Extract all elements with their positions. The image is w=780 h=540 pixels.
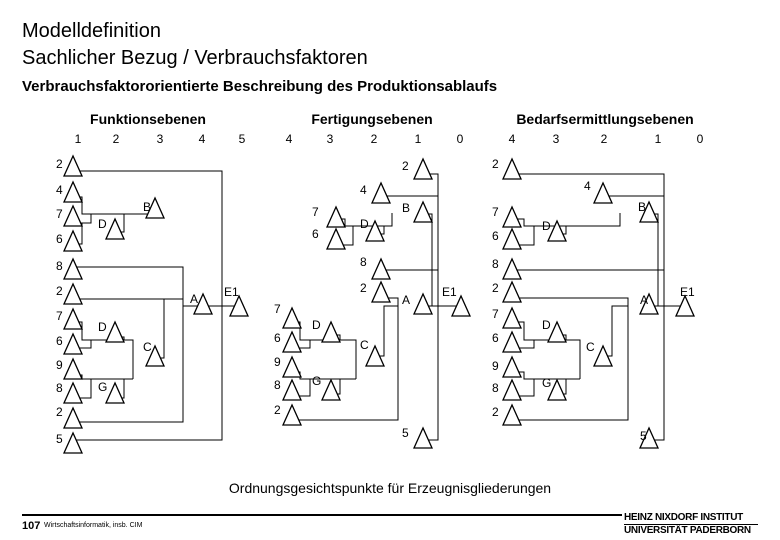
course-name: Wirtschaftsinformatik, insb. CIM (44, 522, 143, 529)
component-triangle (64, 259, 82, 279)
component-triangle (106, 219, 124, 239)
component-triangle (503, 332, 521, 352)
connector-line (423, 214, 438, 306)
slide-title-line2: Sachlicher Bezug / Verbrauchsfaktoren (22, 47, 368, 69)
component-label: 6 (56, 232, 63, 246)
component-triangle (372, 259, 390, 279)
component-label: A (402, 293, 411, 307)
component-triangle (327, 229, 345, 249)
level-number: 2 (370, 132, 378, 146)
component-triangle (106, 322, 124, 342)
component-label: G (542, 376, 552, 390)
component-triangle (64, 231, 82, 251)
component-triangle (64, 433, 82, 453)
connector-line (91, 340, 133, 379)
component-label: 2 (492, 405, 499, 419)
component-label: D (98, 320, 107, 334)
component-label: G (312, 374, 322, 388)
component-label: 5 (402, 426, 409, 440)
component-label: 8 (56, 259, 63, 273)
component-triangle (64, 334, 82, 354)
component-label: C (360, 338, 369, 352)
level-number: 5 (238, 132, 246, 146)
component-label: 6 (492, 229, 499, 243)
component-label: 2 (492, 157, 499, 171)
institute-logo-line1: HEINZ NIXDORF INSTITUT (624, 512, 743, 523)
component-label: 9 (274, 355, 281, 369)
level-number: 0 (696, 132, 704, 146)
component-label: A (640, 293, 649, 307)
level-number: 2 (112, 132, 120, 146)
institute-logo-line2: UNIVERSITÄT PADERBORN (624, 524, 758, 536)
component-label: 6 (56, 334, 63, 348)
component-label: 8 (56, 381, 63, 395)
component-label: 7 (492, 307, 499, 321)
component-label: 8 (274, 378, 281, 392)
component-label: 2 (360, 281, 367, 295)
connector-line (649, 306, 664, 448)
level-number: 1 (414, 132, 422, 146)
component-label: 4 (56, 183, 63, 197)
level-number: 3 (552, 132, 560, 146)
level-number: 1 (74, 132, 82, 146)
component-label: B (143, 200, 152, 214)
component-triangle (372, 282, 390, 302)
level-number: 2 (600, 132, 608, 146)
connector-line (73, 299, 183, 304)
component-label: 2 (56, 405, 63, 419)
component-triangle (64, 408, 82, 428)
component-label: 7 (56, 207, 63, 221)
slide-subtitle: Verbrauchsfaktororientierte Beschreibung des Produktionsablaufs (22, 78, 498, 95)
component-label: 2 (56, 157, 63, 171)
component-label: D (98, 217, 107, 231)
component-label: 4 (360, 183, 367, 197)
component-label: E1 (680, 285, 695, 299)
connector-line (423, 174, 438, 306)
component-triangle (366, 221, 384, 241)
level-number: 3 (156, 132, 164, 146)
component-triangle (503, 308, 521, 328)
component-triangle (503, 207, 521, 227)
component-label: 8 (492, 257, 499, 271)
page-number: 107 (22, 520, 41, 532)
slide-title: Modelldefinition (22, 20, 161, 42)
component-triangle (414, 159, 432, 179)
component-triangle (283, 357, 301, 377)
component-label: 6 (312, 227, 319, 241)
connector-line (292, 372, 356, 379)
component-triangle (548, 322, 566, 342)
component-label: D (360, 217, 369, 231)
component-label: 2 (402, 159, 409, 173)
component-triangle (64, 206, 82, 226)
component-triangle (64, 383, 82, 403)
component-triangle (283, 405, 301, 425)
component-triangle (64, 284, 82, 304)
component-label: 9 (56, 358, 63, 372)
component-label: D (312, 318, 321, 332)
level-number: 3 (326, 132, 334, 146)
component-label: 7 (492, 205, 499, 219)
component-triangle (414, 202, 432, 222)
component-triangle (414, 428, 432, 448)
component-triangle (503, 380, 521, 400)
component-label: B (638, 200, 647, 214)
component-label: 5 (640, 429, 647, 443)
diagram-heading: Fertigungsebenen (311, 111, 433, 127)
component-triangle (106, 383, 124, 403)
component-label: 6 (274, 331, 281, 345)
level-number: 0 (456, 132, 464, 146)
connector-line (649, 214, 664, 306)
connector-line (512, 174, 664, 306)
component-label: B (402, 201, 411, 215)
diagram-heading: Funktionsebenen (90, 111, 206, 127)
component-triangle (594, 183, 612, 203)
component-label: 4 (584, 179, 591, 193)
component-label: 7 (312, 205, 319, 219)
connector-line (512, 298, 628, 306)
caption: Ordnungsgesichtspunkte für Erzeugnisgliederungen (228, 480, 552, 496)
level-number: 4 (285, 132, 293, 146)
component-triangle (503, 229, 521, 249)
component-label: 7 (274, 302, 281, 316)
component-label: C (586, 340, 595, 354)
component-triangle (372, 183, 390, 203)
component-label: 8 (492, 381, 499, 395)
connector-line (423, 306, 438, 448)
component-triangle (503, 259, 521, 279)
component-label: 8 (360, 255, 367, 269)
component-label: 2 (56, 284, 63, 298)
component-label: 5 (56, 432, 63, 446)
connector-line (73, 306, 183, 428)
component-triangle (503, 405, 521, 425)
level-number: 4 (508, 132, 516, 146)
component-label: E1 (224, 285, 239, 299)
component-triangle (503, 282, 521, 302)
component-triangle (283, 332, 301, 352)
component-label: 9 (492, 359, 499, 373)
component-label: G (98, 380, 108, 394)
component-triangle (322, 380, 340, 400)
level-number: 1 (654, 132, 662, 146)
component-triangle (64, 309, 82, 329)
level-number: 4 (198, 132, 206, 146)
component-triangle (503, 159, 521, 179)
component-triangle (414, 294, 432, 314)
footer-divider (22, 514, 622, 516)
connector-line (534, 340, 580, 379)
component-triangle (64, 359, 82, 379)
component-triangle (327, 207, 345, 227)
diagram-heading: Bedarfsermittlungsebenen (516, 111, 694, 127)
component-label: D (542, 318, 551, 332)
component-label: 2 (274, 403, 281, 417)
component-label: 7 (56, 309, 63, 323)
component-triangle (503, 357, 521, 377)
component-triangle (283, 380, 301, 400)
connector-line (353, 213, 392, 226)
connector-line (73, 171, 222, 306)
component-label: 6 (492, 331, 499, 345)
component-triangle (283, 308, 301, 328)
component-label: E1 (442, 285, 457, 299)
component-label: A (190, 292, 199, 306)
component-triangle (548, 221, 566, 241)
component-triangle (64, 156, 82, 176)
component-triangle (322, 322, 340, 342)
component-label: D (542, 219, 551, 233)
component-label: 2 (492, 281, 499, 295)
component-label: C (143, 340, 152, 354)
component-triangle (64, 182, 82, 202)
